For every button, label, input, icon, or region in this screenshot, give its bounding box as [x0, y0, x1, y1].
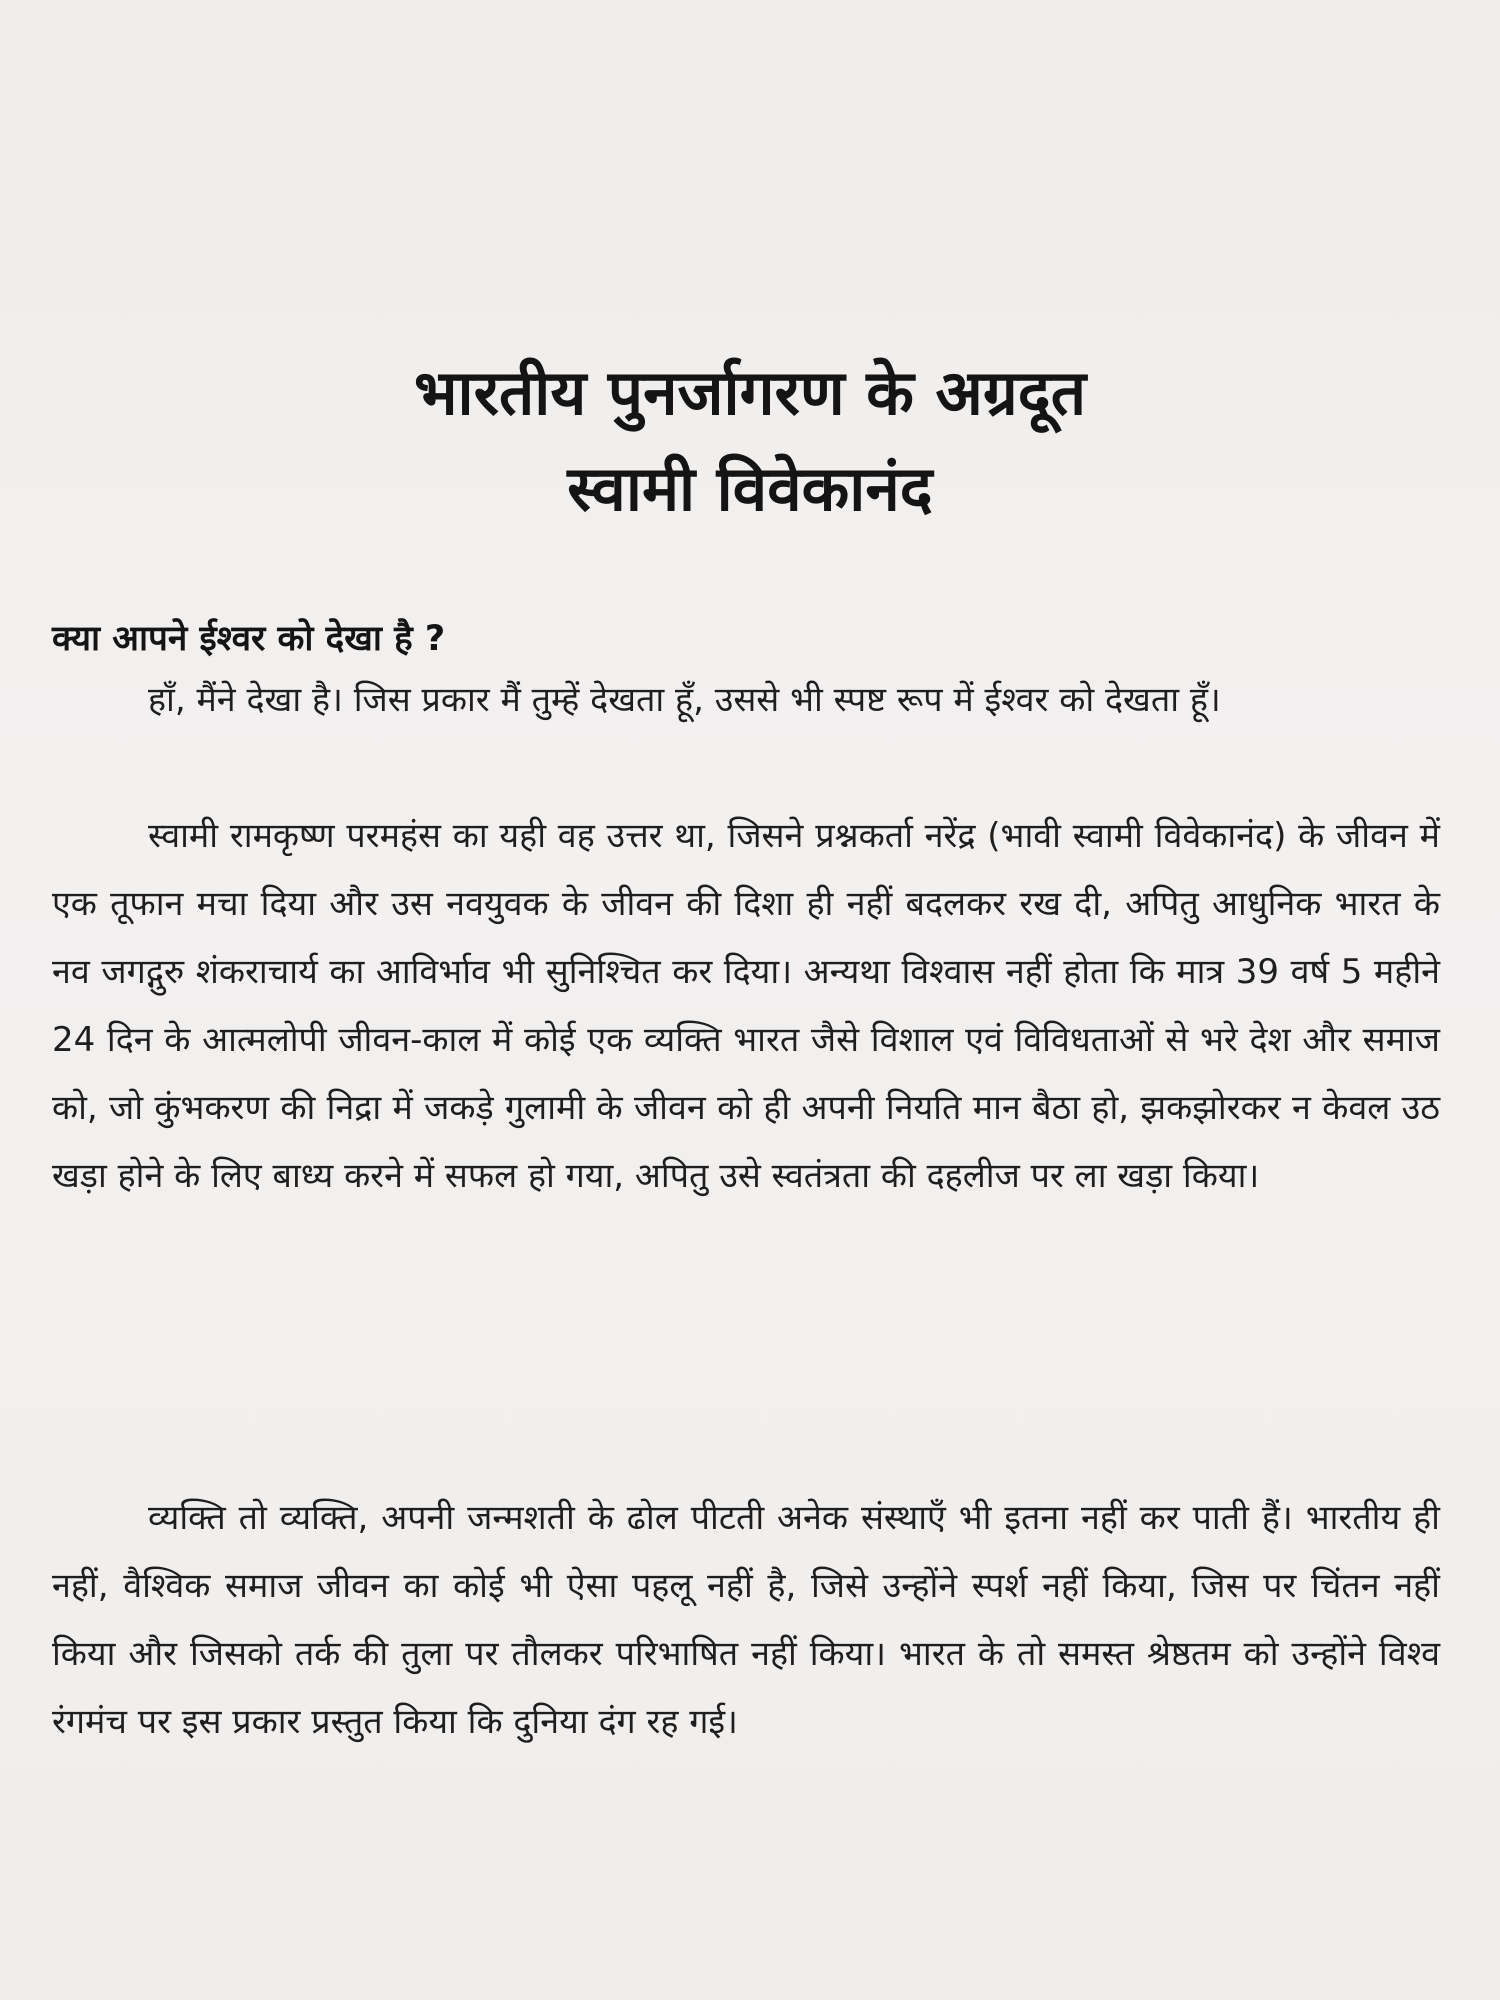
section-heading: क्या आपने ईश्वर को देखा है ? — [52, 619, 446, 659]
chapter-title-line-1: भारतीय पुनर्जागरण के अग्रदूत — [413, 356, 1087, 429]
paragraph-3 — [52, 1484, 1440, 1756]
paragraph-2 — [52, 802, 1440, 1210]
paragraph-2-text: स्वामी रामकृष्ण परमहंस का यही वह उत्तर था, जिसने प्रश्नकर्ता नरेंद्र (भावी स्वामी विवेकानंद) के जीवन में एक तूफान मचा दिया और उस नवयुवक के जीवन की दिशा ही नहीं बदलकर रख दी, अपितु आधुनिक भारत के नव जगद्गुरु शंकराचार्य का आविर्भाव भी सुनिश्चित कर दिया। अन्यथा विश्वास नहीं होता कि मात्र 39 वर्ष 5 महीने 24 दिन के आत्मलोपी जीवन-काल में कोई एक व्यक्ति भारत जैसे विशाल एवं विविधताओं से भरे देश और समाज को, जो कुंभकरण की निद्रा में जकड़े गुलामी के जीवन को ही अपनी नियति मान बैठा हो, झकझोरकर न केवल उठ खड़ा होने के लिए बाध्य करने में सफल हो गया, अपितु उसे स्वतंत्रता की दहलीज पर ला खड़ा किया। — [52, 816, 1440, 1196]
paragraph-1-text: हाँ, मैंने देखा है। जिस प्रकार मैं तुम्हें देखता हूँ, उससे भी स्पष्ट रूप में ईश्वर को देखता हूँ। — [148, 680, 1221, 720]
chapter-title-line-2: स्वामी विवेकानंद — [567, 452, 933, 525]
paragraph-1 — [52, 666, 1440, 734]
paragraph-3-text: व्यक्ति तो व्यक्ति, अपनी जन्मशती के ढोल पीटती अनेक संस्थाएँ भी इतना नहीं कर पाती हैं। भारतीय ही नहीं, वैश्विक समाज जीवन का कोई भी ऐसा पहलू नहीं है, जिसे उन्होंने स्पर्श नहीं किया, जिस पर चिंतन नहीं किया और जिसको तर्क की तुला पर तौलकर परिभाषित नहीं किया। भारत के तो समस्त श्रेष्ठतम को उन्होंने विश्व रंगमंच पर इस प्रकार प्रस्तुत किया कि दुनिया दंग रह गई। — [52, 1498, 1440, 1742]
chapter-title — [80, 345, 1420, 537]
